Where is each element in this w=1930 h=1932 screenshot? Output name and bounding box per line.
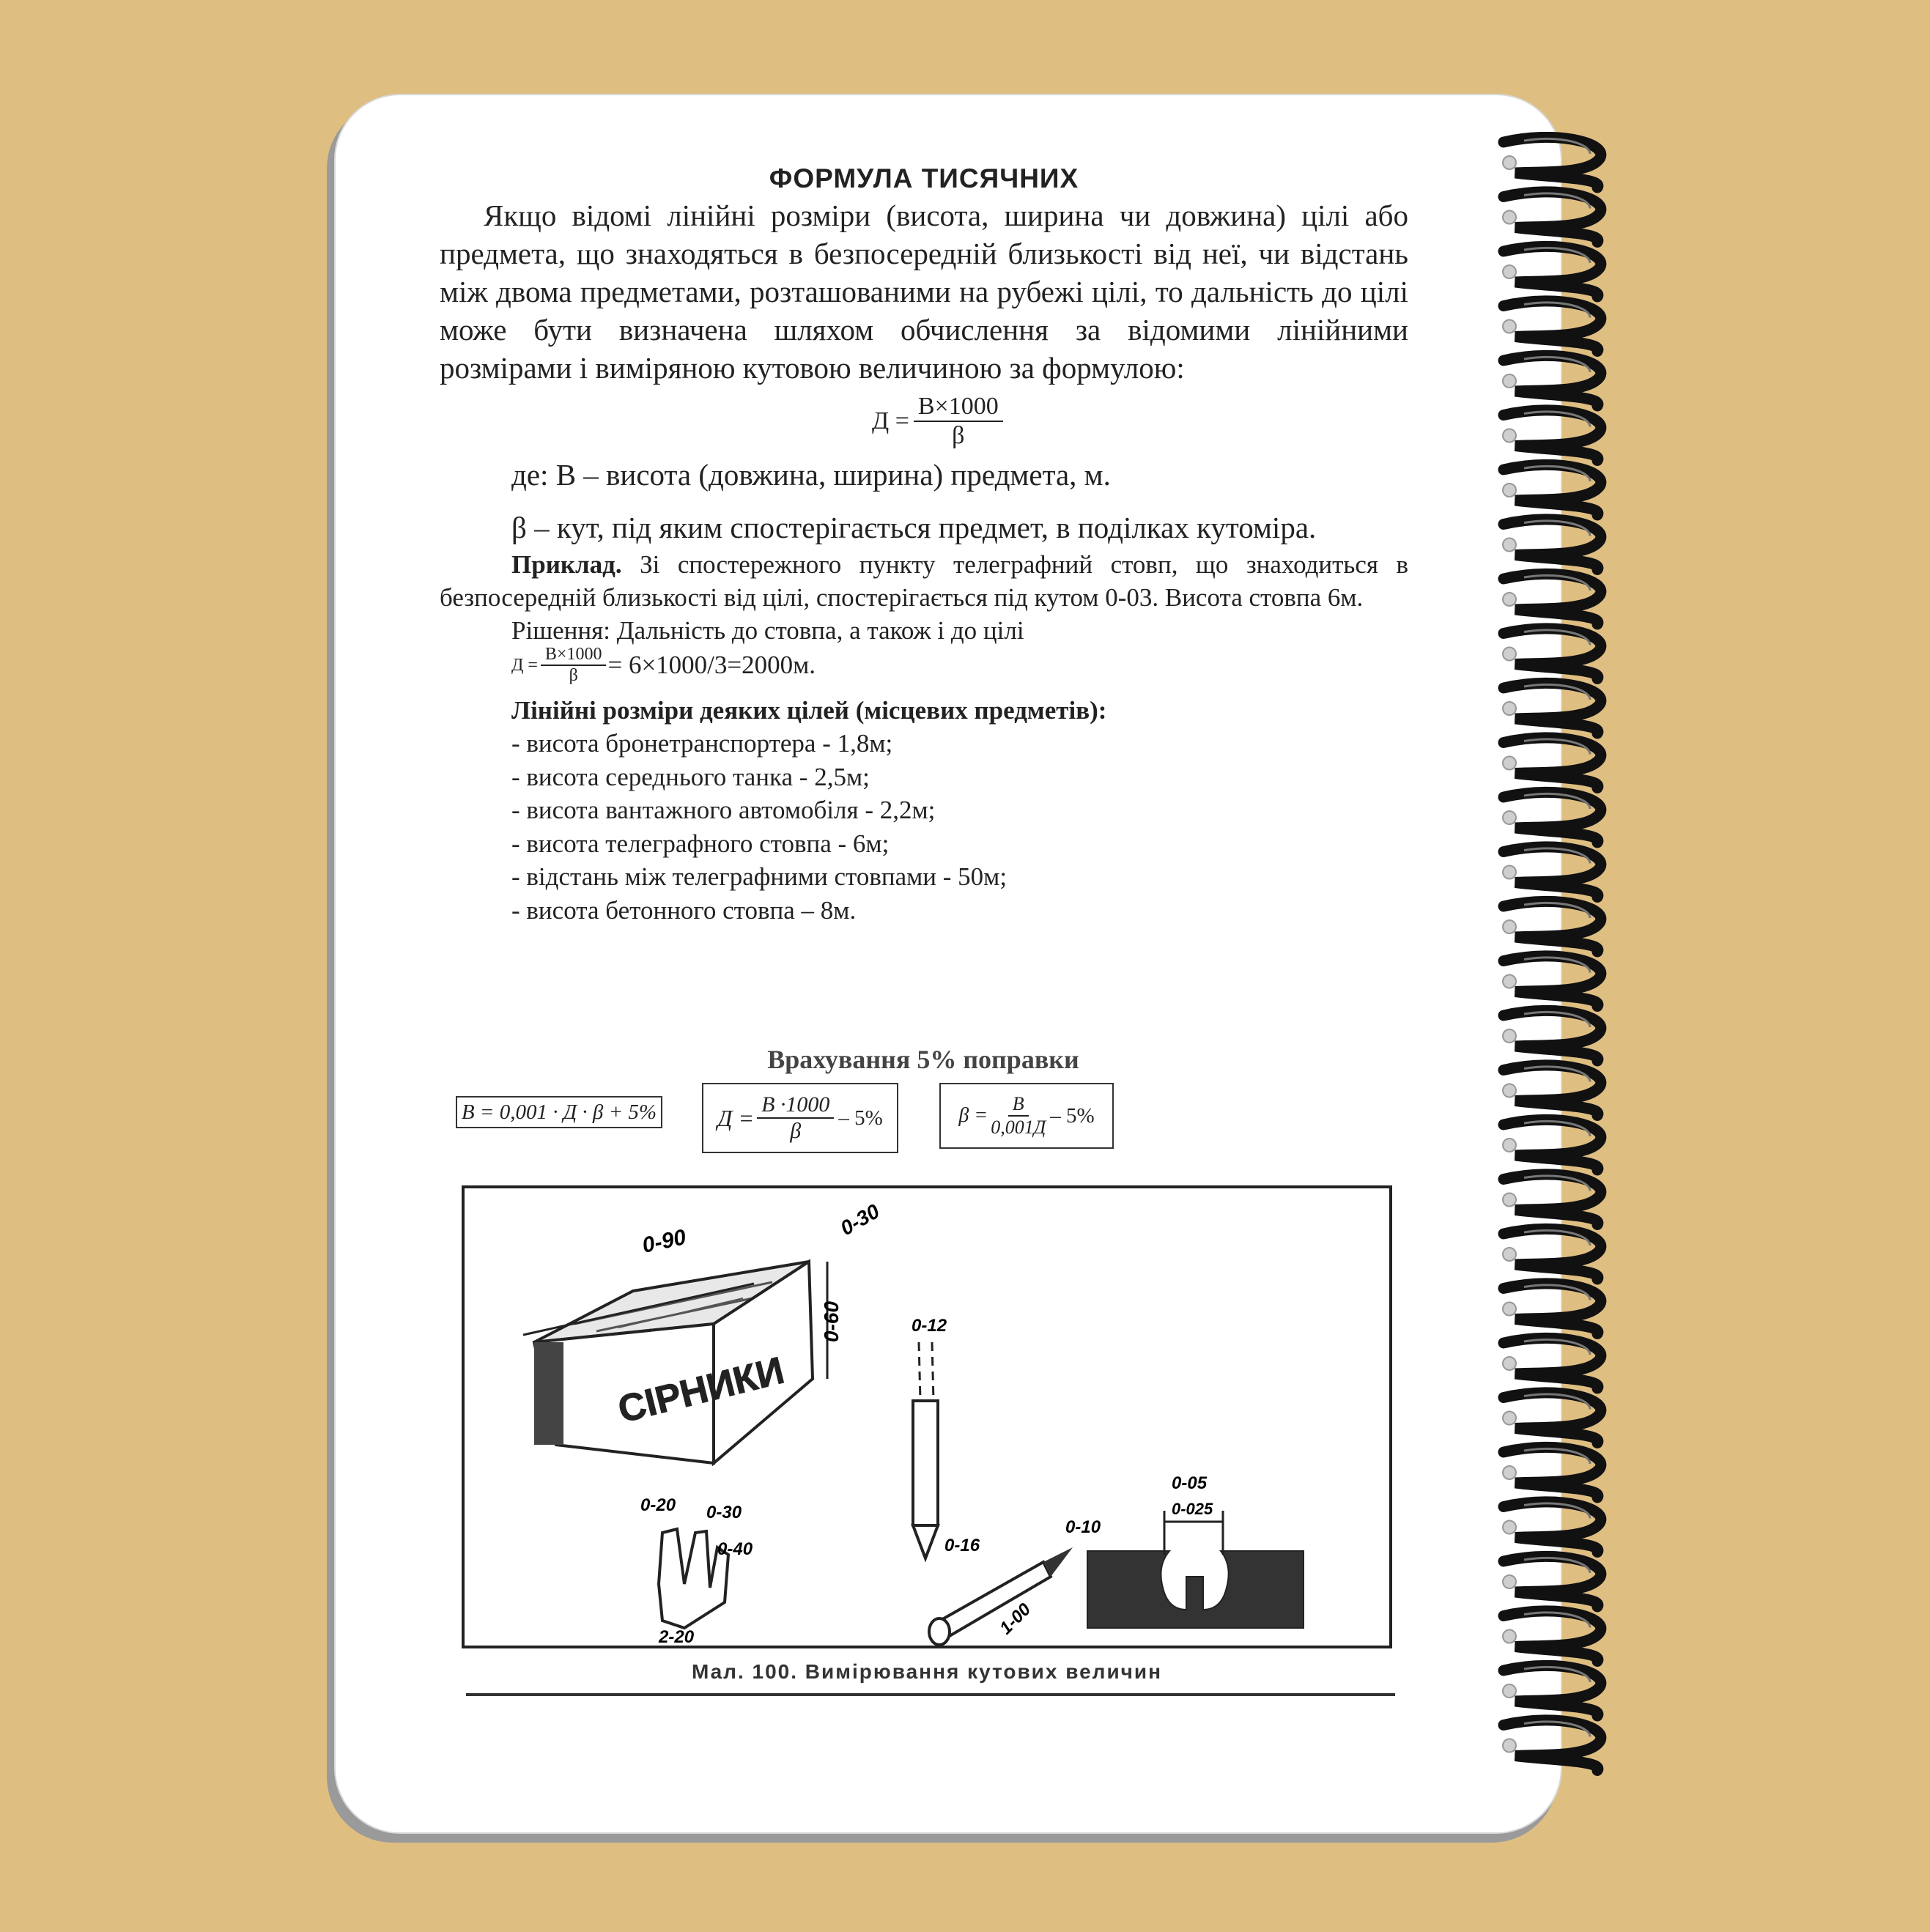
spiral-coil: [1503, 1065, 1601, 1116]
spiral-coil: [1503, 465, 1601, 515]
spiral-coil: [1503, 301, 1601, 352]
list-item: - висота бетонного стовпа – 8м.: [511, 895, 857, 925]
calc-result: = 6×1000/3=2000м.: [607, 651, 816, 679]
spiral-coil: [1503, 901, 1601, 952]
spiral-coil: [1503, 574, 1601, 624]
spiral-coil: [1503, 519, 1601, 570]
formula-fraction: [914, 393, 1003, 450]
label-gap2: 0-025: [1172, 1500, 1213, 1518]
spiral-coil: [1503, 1720, 1601, 1771]
spiral-coil: [1503, 192, 1601, 243]
solution-calc: [440, 644, 1408, 686]
formula-box-angle: [939, 1083, 1114, 1149]
list-item: - висота телеграфного стовпа - 6м;: [511, 829, 890, 858]
spiral-coil: [1503, 137, 1601, 188]
spiral-coil: [1503, 1119, 1601, 1170]
f2-lhs: Д =: [717, 1104, 755, 1131]
formula-numerator: В×1000: [914, 393, 1003, 422]
spiral-binding: [1487, 132, 1649, 1810]
pencil-drawing: [913, 1342, 938, 1558]
example-paragraph: [440, 548, 1408, 614]
spiral-coil: [1503, 956, 1601, 1007]
f2-denominator: β: [790, 1119, 802, 1143]
sizes-heading: Лінійні розміри деяких цілей (місцевих предметів):: [511, 696, 1107, 725]
legend-beta: β – кут, під яким спостерігається предмет, в поділках кутоміра.: [511, 511, 1317, 544]
label-gap1: 0-05: [1172, 1473, 1208, 1493]
list-item: - висота вантажного автомобіля - 2,2м;: [511, 796, 936, 824]
spiral-coil: [1503, 1556, 1601, 1607]
spiral-coil: [1503, 410, 1601, 461]
page-content: [440, 161, 1408, 927]
list-item: - відстань між телеграфними стовпами - 50м;: [511, 862, 1007, 891]
spiral-coil: [1503, 792, 1601, 843]
f3-tail: – 5%: [1050, 1103, 1095, 1128]
formula-box-height: [456, 1096, 662, 1128]
spiral-coil: [1503, 1338, 1601, 1388]
intro-paragraph: Якщо відомі лінійні розміри (висота, ширина чи довжина) цілі або предмета, що знаходяться в безпосередній близькості від неї, чи відстань між двома предметами, розташованими на рубежі цілі, то дальність до цілі може бути визначена шляхом обчислення за відомими лінійними розмірами і виміряною кутовою величиною за формулою:: [440, 199, 1408, 385]
list-item: - висота бронетранспортера - 1,8м;: [511, 729, 893, 758]
formula-lhs: Д =: [872, 407, 909, 434]
formula-denominator: β: [952, 422, 965, 449]
caption-rule: [466, 1693, 1395, 1696]
figure-caption: Мал. 100. Вимірювання кутових величин: [691, 1660, 1163, 1683]
spiral-coil: [1503, 1665, 1601, 1716]
label-cart3: 1-00: [996, 1599, 1035, 1639]
matchbox-drawing: [523, 1262, 827, 1463]
label-box-depth: 0-30: [836, 1199, 884, 1240]
spiral-coil: [1503, 629, 1601, 679]
label-finger2: 0-30: [706, 1503, 742, 1522]
f3-numerator: В: [1008, 1093, 1029, 1117]
spiral-coil: [1503, 847, 1601, 897]
label-matches: СІРНИКИ: [613, 1349, 788, 1432]
spiral-coil: [1503, 1284, 1601, 1334]
sizes-list: [440, 727, 1408, 927]
label-cart2: 0-10: [1065, 1517, 1101, 1537]
label-finger3: 0-40: [717, 1539, 753, 1559]
spiral-coil: [1503, 1447, 1601, 1498]
calc-lhs: Д =: [511, 655, 538, 675]
label-pencil: 0-12: [912, 1316, 947, 1336]
label-box-len: 0-90: [640, 1225, 689, 1258]
legend-b: де: В – висота (довжина, ширина) предмета, м.: [511, 458, 1111, 492]
spiral-coil: [1503, 1010, 1601, 1061]
f2-tail: – 5%: [838, 1106, 883, 1130]
main-formula: [440, 387, 1408, 460]
spiral-coil: [1503, 1229, 1601, 1279]
f3-denominator: 0,001Д: [991, 1117, 1046, 1138]
f2-numerator: В ·1000: [757, 1092, 834, 1119]
spiral-coil: [1503, 1611, 1601, 1662]
f3-fraction: [991, 1093, 1046, 1139]
spiral-coil: [1503, 246, 1601, 297]
spiral-coil: [1503, 738, 1601, 788]
spiral-coil: [1503, 1174, 1601, 1225]
f3-lhs: β =: [958, 1104, 988, 1127]
spiral-coil: [1503, 683, 1601, 733]
page-title: ФОРМУЛА ТИСЯЧНИХ: [769, 163, 1079, 193]
label-cart1: 0-16: [944, 1536, 980, 1555]
spiral-coil: [1503, 1393, 1601, 1443]
calc-fraction: [541, 645, 607, 686]
sight-drawing: [1087, 1408, 1304, 1628]
calc-numerator: В×1000: [541, 645, 607, 666]
spiral-coil: [1503, 355, 1601, 406]
angle-measurement-figure: [462, 1185, 1392, 1648]
example-label: Приклад.: [511, 550, 622, 579]
calc-denominator: β: [569, 666, 578, 685]
list-item: - висота середнього танка - 2,5м;: [511, 762, 870, 791]
label-finger1: 0-20: [640, 1495, 676, 1515]
label-hand: 2-20: [659, 1627, 695, 1646]
formula-box-distance: [702, 1083, 898, 1153]
formula-box-height-text: В = 0,001 · Д · β + 5%: [461, 1100, 657, 1124]
example-text: Зі спостережного пункту телеграфний стовп, що знаходиться в безпосередній близькості від цілі, спостерігається під кутом 0-03. Висота стовпа 6м.: [440, 550, 1408, 612]
label-box-height: 0-60: [820, 1300, 843, 1342]
correction-heading: Врахування 5% поправки: [767, 1045, 1079, 1074]
spiral-coil: [1503, 1502, 1601, 1552]
f2-fraction: [757, 1092, 834, 1144]
solution-line: Рішення: Дальність до стовпа, а також і до цілі: [511, 616, 1024, 645]
